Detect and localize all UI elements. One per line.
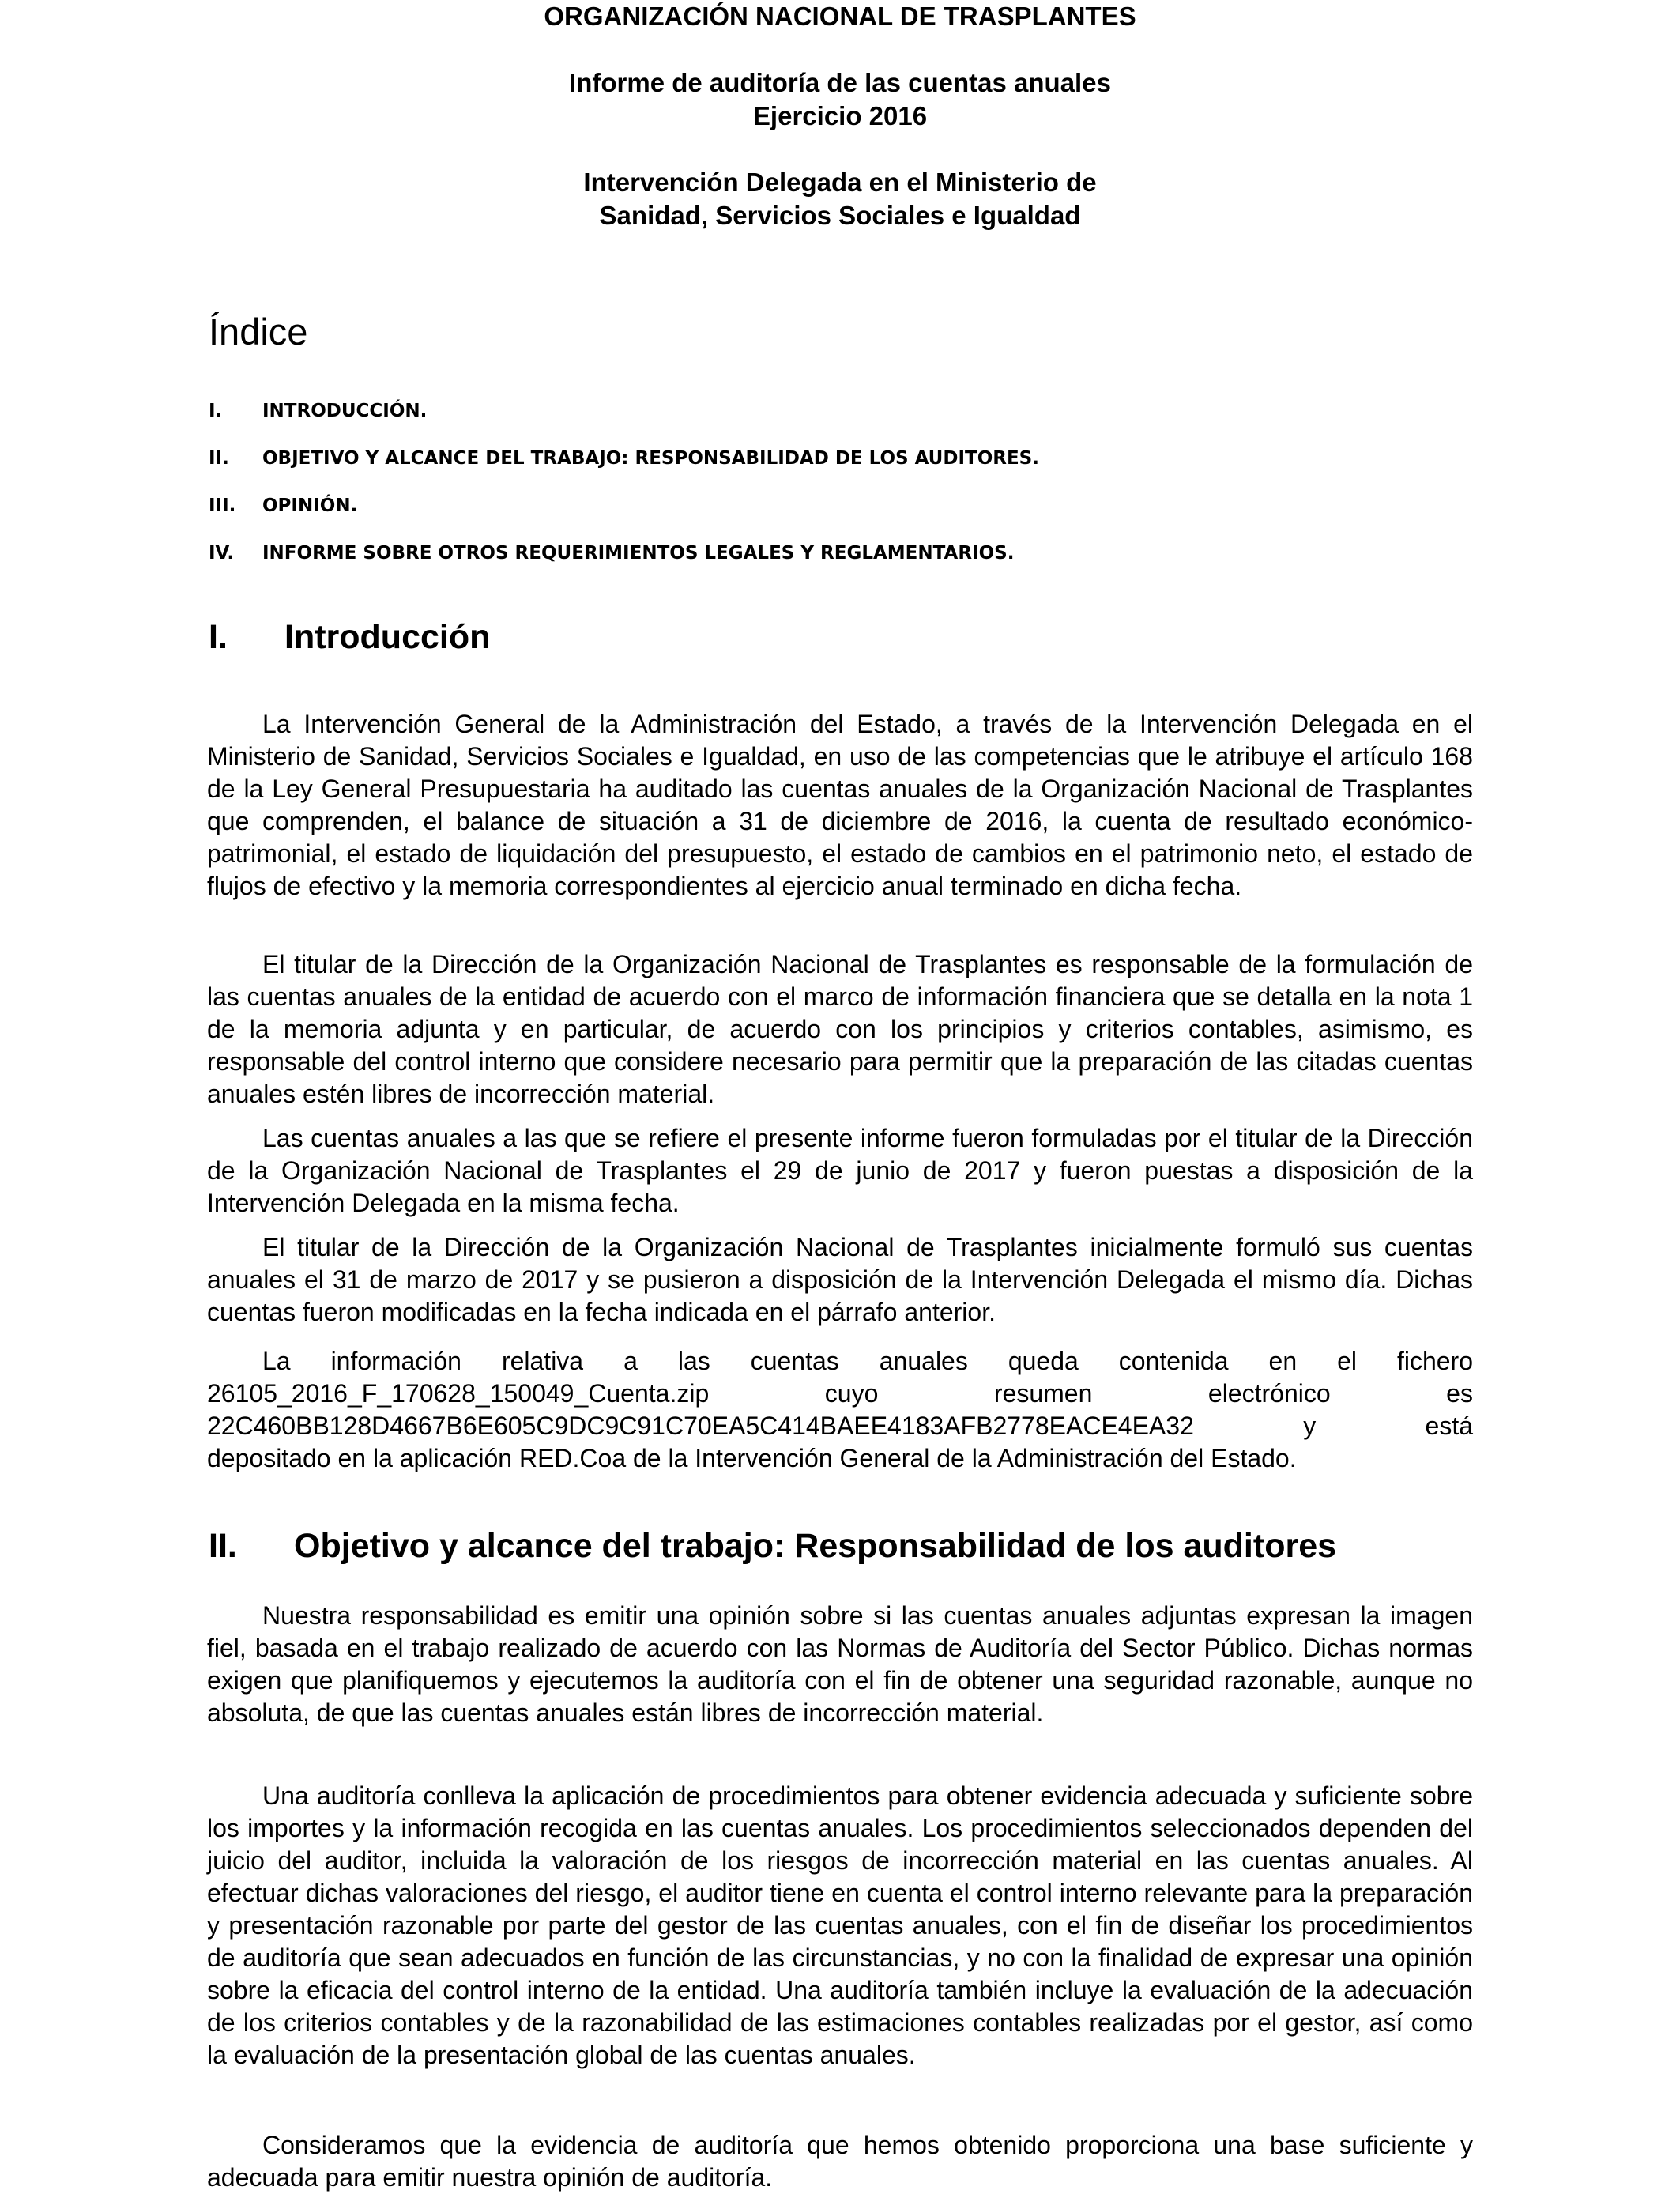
file-info-line <box>207 1410 1473 1442</box>
file-info-line <box>207 1345 1473 1378</box>
word: cuyo <box>824 1379 879 1408</box>
word: queda <box>1008 1347 1079 1375</box>
word: electrónico <box>1207 1379 1331 1408</box>
word: en <box>1268 1347 1298 1375</box>
index-item <box>209 541 1039 589</box>
index-item-label: OPINIÓN. <box>262 496 358 516</box>
file-info-last-line: depositado en la aplicación RED.Coa de la Intervención General de la Administración del Estado. <box>207 1444 1297 1472</box>
scope-paragraph: Una auditoría conlleva la aplicación de procedimientos para obtener evidencia adecuada y suficiente sobre los importes y la información recogida en las cuentas anuales. Los procedimientos seleccionados dependen del juicio del auditor, incluida la valoración de los riesgos de incorrección material en las cuentas anuales. Al efectuar dichas valoraciones del riesgo, el auditor tiene en cuenta el control interno relevante para la preparación y presentación razonable por parte del gestor de las cuentas anuales, con el fin de diseñar los procedimientos de auditoría que sean adecuados en función de las circunstancias, y no con la finalidad de expresar una opinión sobre la eficacia del control interno de la entidad. Una auditoría también incluye la evaluación de la adecuación de los criterios contables y de la razonabilidad de las estimaciones contables realizadas por el gestor, así como la evaluación de la presentación global de las cuentas anuales. <box>207 1781 1473 2069</box>
fiscal-year: Ejercicio 2016 <box>752 101 928 130</box>
issuer-line-2: Sanidad, Servicios Sociales e Igualdad <box>599 201 1081 230</box>
issuer-line-1: Intervención Delegada en el Ministerio de <box>583 168 1097 197</box>
section-number: I. <box>209 618 228 656</box>
intro-paragraph: Las cuentas anuales a las que se refiere el presente informe fueron formuladas por el titular de la Dirección de la Organización Nacional de Trasplantes el 29 de junio de 2017 y fueron puestas a disposición de la Intervención Delegada en la misma fecha. <box>207 1124 1473 1217</box>
word: resumen <box>993 1379 1093 1408</box>
index-item-number: II. <box>209 448 229 469</box>
index-item <box>209 447 1039 494</box>
file-name: 26105_2016_F_170628_150049_Cuenta.zip <box>207 1379 710 1408</box>
word: información <box>330 1347 461 1375</box>
word: contenida <box>1118 1347 1229 1375</box>
index-item-number: IV. <box>209 543 235 564</box>
index-item <box>209 494 1039 541</box>
file-info-line <box>207 1442 1473 1475</box>
index-item-label: OBJETIVO Y ALCANCE DEL TRABAJO: RESPONSABILIDAD DE LOS AUDITORES. <box>262 448 1039 469</box>
section-number: II. <box>209 1527 237 1565</box>
file-hash: 22C460BB128D4667B6E605C9DC9C91C70EA5C414BAEE4183AFB2778EACE4EA32 <box>207 1412 1194 1440</box>
word: y <box>1303 1412 1317 1440</box>
section-heading-objetivo <box>209 1525 1337 1566</box>
section-title: Objetivo y alcance del trabajo: Responsabilidad de los auditores <box>294 1527 1337 1565</box>
report-title: Informe de auditoría de las cuentas anuales <box>569 68 1111 97</box>
scope-paragraph: Nuestra responsabilidad es emitir una opinión sobre si las cuentas anuales adjuntas expresan la imagen fiel, basada en el trabajo realizado de acuerdo con las Normas de Auditoría del Sector Público. Dichas normas exigen que planifiquemos y ejecutemos la auditoría con el fin de obtener una seguridad razonable, aunque no absoluta, de que las cuentas anuales están libres de incorrección material. <box>207 1601 1473 1727</box>
file-info-line <box>207 1378 1473 1410</box>
word: cuentas <box>750 1347 839 1375</box>
word: el <box>1337 1347 1357 1375</box>
index-list <box>209 399 1039 589</box>
intro-paragraph: La Intervención General de la Administración del Estado, a través de la Intervención Delegada en el Ministerio de Sanidad, Servicios Sociales e Igualdad, en uso de las competencias que le atribuye el artículo 168 de la Ley General Presupuestaria ha auditado las cuentas anuales de la Organización Nacional de Trasplantes que comprenden, el balance de situación a 31 de diciembre de 2016, la cuenta de resultado económico-patrimonial, el estado de liquidación del presupuesto, el estado de cambios en el patrimonio neto, el estado de flujos de efectivo y la memoria correspondientes al ejercicio anual terminado en dicha fecha. <box>207 710 1473 900</box>
word: a <box>623 1347 638 1375</box>
word: anuales <box>879 1347 968 1375</box>
word: La <box>262 1347 291 1375</box>
file-info-paragraph <box>207 1345 1473 1475</box>
word: relativa <box>501 1347 584 1375</box>
word: está <box>1425 1412 1473 1440</box>
index-item-label: INFORME SOBRE OTROS REQUERIMIENTOS LEGALES Y REGLAMENTARIOS. <box>262 543 1015 564</box>
word: fichero <box>1396 1347 1473 1375</box>
section-title: Introducción <box>284 618 491 656</box>
word: es <box>1446 1379 1473 1408</box>
index-item-number: I. <box>209 401 223 421</box>
index-title: Índice <box>209 311 308 352</box>
index-item-label: INTRODUCCIÓN. <box>262 401 428 421</box>
intro-paragraph: El titular de la Dirección de la Organización Nacional de Trasplantes inicialmente formuló sus cuentas anuales el 31 de marzo de 2017 y se pusieron a disposición de la Intervención Delegada el mismo día. Dichas cuentas fueron modificadas en la fecha indicada en el párrafo anterior. <box>207 1233 1473 1326</box>
organization-title: ORGANIZACIÓN NACIONAL DE TRASPLANTES <box>544 2 1136 31</box>
section-heading-introduccion <box>209 616 491 658</box>
intro-paragraph: El titular de la Dirección de la Organización Nacional de Trasplantes es responsable de la formulación de las cuentas anuales de la entidad de acuerdo con el marco de información financiera que se detalla en la nota 1 de la memoria adjunta y en particular, de acuerdo con los principios y criterios contables, asimismo, es responsable del control interno que considere necesario para permitir que la preparación de las citadas cuentas anuales estén libres de incorrección material. <box>207 950 1473 1108</box>
word: las <box>677 1347 710 1375</box>
index-item-number: III. <box>209 496 236 516</box>
index-item <box>209 399 1039 447</box>
scope-paragraph: Consideramos que la evidencia de auditoría que hemos obtenido proporciona una base suficiente y adecuada para emitir nuestra opinión de auditoría. <box>207 2131 1473 2192</box>
